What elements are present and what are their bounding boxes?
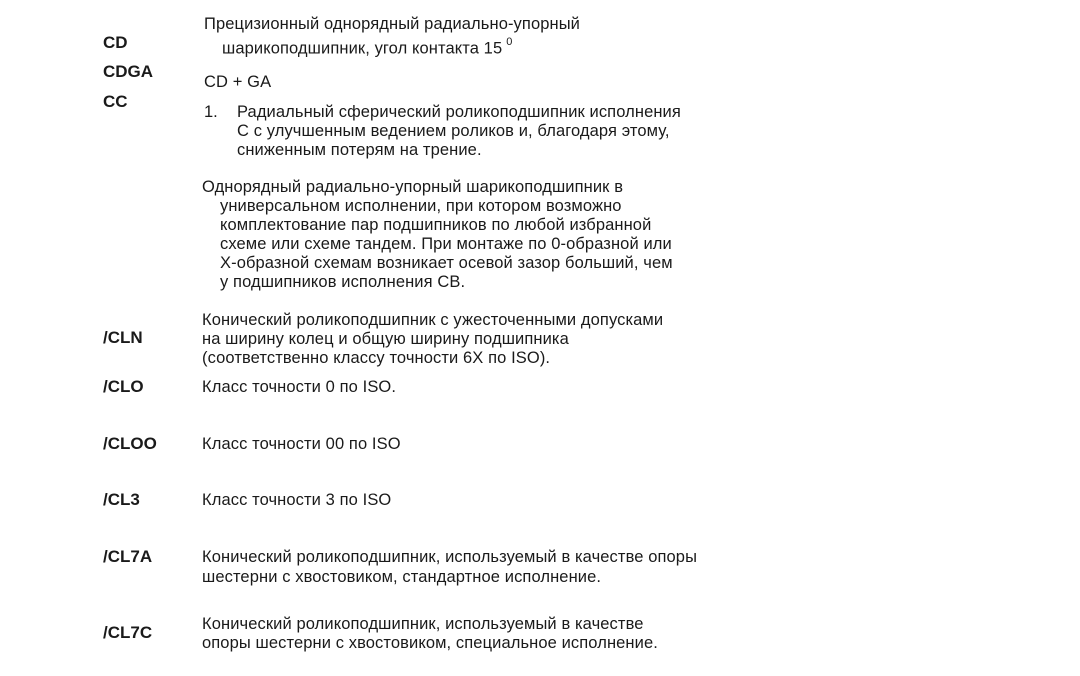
- desc-cc-extra-line-1: Однорядный радиально-упорный шарикоподшипник в: [202, 178, 624, 196]
- code-clo: /CLO: [103, 377, 144, 396]
- code-cc: CC: [103, 92, 128, 111]
- desc-cc-extra-line-5: Х-образной схемам возникает осевой зазор больший, чем: [220, 254, 673, 272]
- desc-cln-line-1: Конический роликоподшипник с ужесточенными допусками: [202, 311, 664, 329]
- desc-cl7c-line-2: опоры шестерни с хвостовиком, специальное исполнение.: [202, 634, 658, 652]
- desc-cdga-line-1: CD + GA: [204, 73, 272, 91]
- desc-cln-line-2: на ширину колец и общую ширину подшипника: [202, 330, 569, 348]
- desc-cc-line-2: С с улучшенным ведением роликов и, благодаря этому,: [237, 122, 670, 140]
- code-cdga: CDGA: [103, 62, 154, 81]
- desc-cl7a-line-2: шестерни с хвостовиком, стандартное исполнение.: [202, 568, 602, 586]
- desc-cc-line-3: сниженным потерям на трение.: [237, 141, 482, 159]
- desc-cloo-line-1: Класс точности 00 по ISO: [202, 435, 401, 453]
- desc-cl7a-line-1: Конический роликоподшипник, используемый в качестве опоры: [202, 548, 698, 566]
- desc-cd-line-2: [222, 34, 512, 59]
- desc-cd-line-2-text: шарикоподшипник, угол контакта 15: [222, 39, 503, 58]
- code-cl3: /CL3: [103, 490, 140, 509]
- code-cl7c: /CL7C: [103, 623, 153, 642]
- code-cloo: /CLOO: [103, 434, 157, 453]
- desc-cd-line-1: Прецизионный однорядный радиально-упорный: [204, 15, 580, 33]
- desc-cc-extra-line-6: у подшипников исполнения СВ.: [220, 273, 466, 291]
- desc-cl3-line-1: Класс точности 3 по ISO: [202, 491, 392, 509]
- code-cd: CD: [103, 33, 128, 52]
- desc-cl7c-line-1: Конический роликоподшипник, используемый в качестве: [202, 615, 644, 633]
- code-cl7a: /CL7A: [103, 547, 153, 566]
- code-cln: /CLN: [103, 328, 143, 347]
- desc-clo-line-1: Класс точности 0 по ISO.: [202, 378, 397, 396]
- desc-cln-line-3: (соответственно классу точности 6Х по ISO).: [202, 349, 551, 367]
- degree-superscript: 0: [506, 36, 513, 48]
- desc-cc-line-1: Радиальный сферический роликоподшипник исполнения: [237, 103, 681, 121]
- desc-cc-extra-line-4: схеме или схеме тандем. При монтаже по 0-образной или: [220, 235, 672, 253]
- desc-cc-extra-line-2: универсальном исполнении, при котором возможно: [220, 197, 622, 215]
- desc-cc-item-number: 1.: [204, 103, 218, 121]
- desc-cc-extra-line-3: комплектование пар подшипников по любой избранной: [220, 216, 652, 234]
